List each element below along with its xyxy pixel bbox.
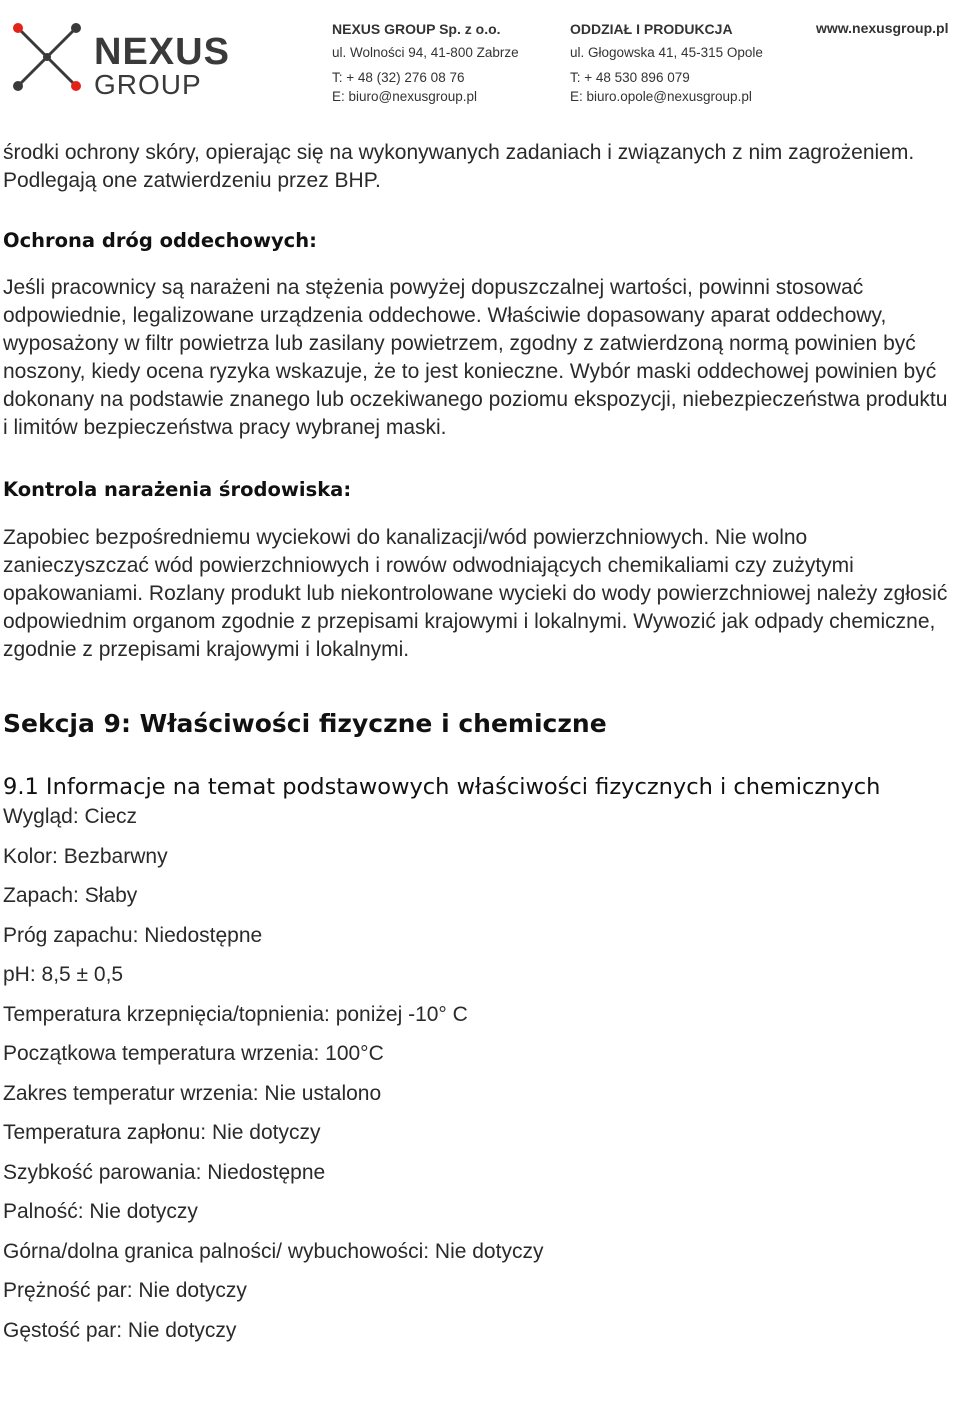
nexus-cross-logo-icon xyxy=(10,18,90,98)
property-item: Górna/dolna granica palności/ wybuchowości: Nie dotyczy xyxy=(3,1239,544,1263)
environment-heading: Kontrola narażenia środowiska: xyxy=(3,478,352,501)
company-logo xyxy=(10,18,250,98)
branch-contact-block xyxy=(570,20,763,106)
document-body xyxy=(3,139,953,1350)
company-contact-block xyxy=(332,20,519,106)
logo-wordmark-group: GROUP xyxy=(94,69,202,100)
property-item: pH: 8,5 ± 0,5 xyxy=(3,963,124,986)
respiratory-heading: Ochrona dróg oddechowych: xyxy=(3,229,317,252)
subsection-9-1-heading: 9.1 Informacje na temat podstawowych właściwości fizycznych i chemicznych xyxy=(3,774,881,800)
environment-paragraph: Zapobiec bezpośredniemu wyciekowi do kanalizacji/wód powierzchniowych. Nie wolno zanieczyszczać wód powierzchniowych i rowów odwodniających chemikaliami czy zużytymi opakowaniami. Rozlany produkt lub niekontrolowane wycieki do wody powierzchniowej należy zgłosić odpowiednim organom zgodnie z przepisami krajowymi i lokalnymi. Wywozić jak odpady chemiczne, zgodnie z przepisami krajowymi i lokalnymi. xyxy=(3,526,948,661)
property-item: Kolor: Bezbarwny xyxy=(3,844,168,868)
property-item: Palność: Nie dotyczy xyxy=(3,1200,198,1223)
website-link[interactable]: www.nexusgroup.pl xyxy=(816,20,949,36)
branch-phone: T: + 48 530 896 079 xyxy=(570,70,690,85)
property-item: Zapach: Słaby xyxy=(3,884,138,907)
company-email: E: biuro@nexusgroup.pl xyxy=(332,89,478,104)
letterhead xyxy=(0,0,960,120)
property-item: Prężność par: Nie dotyczy xyxy=(3,1279,247,1302)
company-phone: T: + 48 (32) 276 08 76 xyxy=(332,70,465,85)
intro-paragraph: środki ochrony skóry, opierając się na wykonywanych zadaniach i związanych z nim zagrożeniem. Podlegają one zatwierdzeniu przez BHP. xyxy=(3,141,915,192)
property-item: Wygląd: Ciecz xyxy=(3,805,138,828)
property-item: Szybkość parowania: Niedostępne xyxy=(3,1160,326,1184)
property-item: Początkowa temperatura wrzenia: 100°C xyxy=(3,1042,384,1065)
branch-address: ul. Głogowska 41, 45-315 Opole xyxy=(570,45,763,60)
property-item: Zakres temperatur wrzenia: Nie ustalono xyxy=(3,1081,382,1105)
section-9-heading: Sekcja 9: Właściwości fizyczne i chemiczne xyxy=(3,709,607,738)
property-item: Próg zapachu: Niedostępne xyxy=(3,923,263,947)
logo-wordmark-nexus: NEXUS xyxy=(94,31,230,73)
respiratory-paragraph: Jeśli pracownicy są narażeni na stężenia powyżej dopuszczalnej wartości, powinni stosować odpowiednie, legalizowane urządzenia oddechowe. Właściwie dopasowany aparat oddechowy, wyposażony w filtr powietrza lub zasilany powietrzem, zgodny z zatwierdzoną normą powinien być noszony, kiedy ocena ryzyka wskazuje, że to jest konieczne. Wybór maski oddechowej powinien być dokonany na podstawie znanego lub oczekiwanego poziomu ekspozycji, niebezpieczeństwa produktu i limitów bezpieczeństwa pracy wybranej maski. xyxy=(3,276,948,439)
company-address: ul. Wolności 94, 41-800 Zabrze xyxy=(332,45,519,60)
company-name: NEXUS GROUP Sp. z o.o. xyxy=(332,21,501,37)
branch-email: E: biuro.opole@nexusgroup.pl xyxy=(570,89,752,104)
branch-name: ODDZIAŁ I PRODUKCJA xyxy=(570,21,733,37)
property-item: Gęstość par: Nie dotyczy xyxy=(3,1318,237,1342)
property-item: Temperatura krzepnięcia/topnienia: poniżej -10° C xyxy=(3,1002,468,1026)
property-item: Temperatura zapłonu: Nie dotyczy xyxy=(3,1121,321,1144)
properties-list xyxy=(3,797,953,1350)
